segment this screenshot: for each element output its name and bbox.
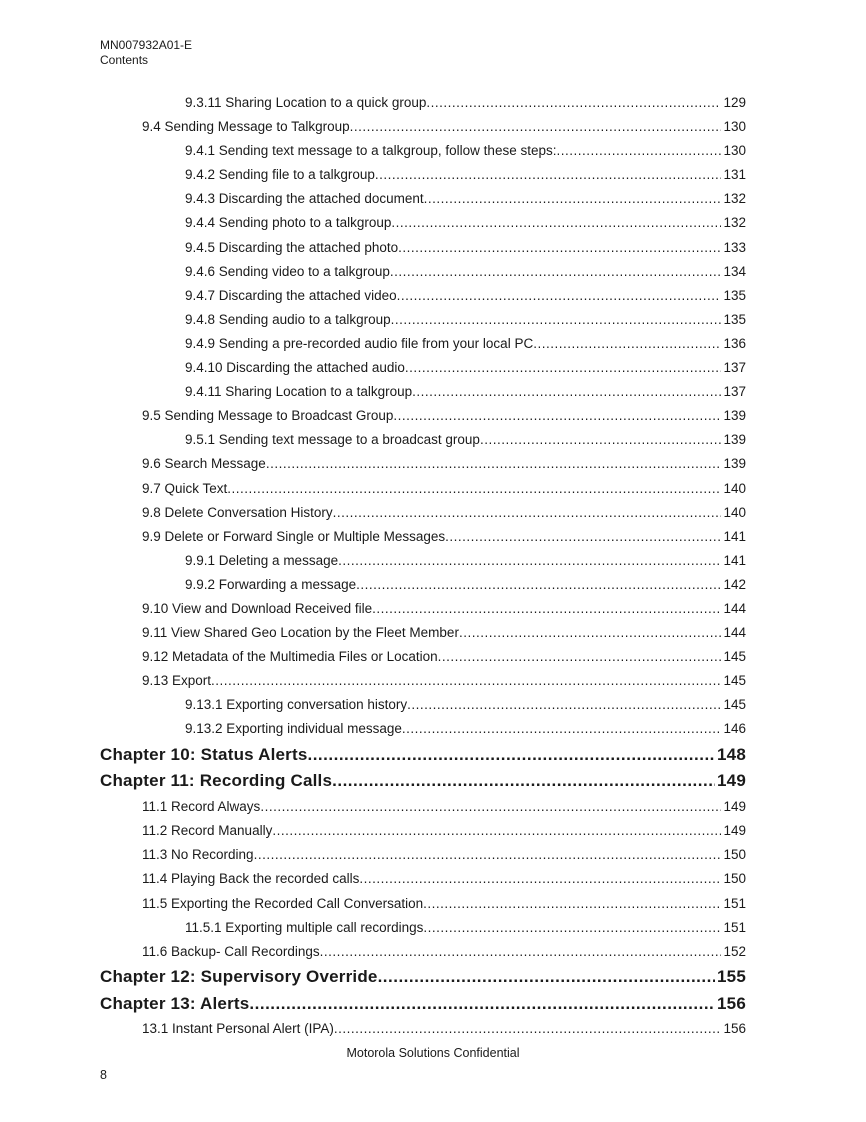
page-header xyxy=(100,38,192,68)
toc-entry[interactable] xyxy=(100,525,746,549)
dot-leader xyxy=(378,964,715,991)
dot-leader xyxy=(459,621,722,645)
toc-entry-page-number: 131 xyxy=(723,167,746,183)
dot-leader xyxy=(391,308,722,332)
dot-leader xyxy=(402,717,722,741)
toc-entry-page-number: 140 xyxy=(723,480,746,496)
toc-entry-page-number: 137 xyxy=(723,360,746,376)
dot-leader xyxy=(556,139,721,163)
toc-entry[interactable] xyxy=(100,819,746,843)
toc-entry-title: 11.5.1 Exporting multiple call recordings xyxy=(185,919,424,935)
dot-leader xyxy=(338,549,721,573)
dot-leader xyxy=(438,645,722,669)
toc-entry-title: 11.3 No Recording xyxy=(142,847,254,863)
toc-entry-page-number: 134 xyxy=(723,263,746,279)
table-of-contents xyxy=(100,91,746,1041)
toc-chapter-entry[interactable] xyxy=(100,964,746,991)
toc-entry-page-number: 156 xyxy=(717,993,746,1013)
toc-entry-page-number: 156 xyxy=(723,1021,746,1037)
toc-entry[interactable] xyxy=(100,916,746,940)
dot-leader xyxy=(423,892,721,916)
toc-entry-page-number: 151 xyxy=(723,895,746,911)
toc-entry[interactable] xyxy=(100,549,746,573)
toc-entry-title: 9.5.1 Sending text message to a broadcast group xyxy=(185,432,480,448)
dot-leader xyxy=(390,260,722,284)
toc-entry[interactable] xyxy=(100,332,746,356)
toc-entry-title: 9.7 Quick Text xyxy=(142,480,228,496)
toc-entry[interactable] xyxy=(100,115,746,139)
toc-entry-page-number: 149 xyxy=(717,771,746,791)
toc-entry[interactable] xyxy=(100,693,746,717)
dot-leader xyxy=(266,452,722,476)
toc-entry-page-number: 144 xyxy=(723,625,746,641)
toc-entry[interactable] xyxy=(100,717,746,741)
toc-entry-title: 9.13.1 Exporting conversation history xyxy=(185,697,408,713)
toc-entry-page-number: 151 xyxy=(723,919,746,935)
toc-entry[interactable] xyxy=(100,428,746,452)
toc-entry-title: Chapter 13: Alerts xyxy=(100,993,250,1013)
toc-entry[interactable] xyxy=(100,163,746,187)
toc-entry-title: 9.4.5 Discarding the attached photo xyxy=(185,239,399,255)
toc-entry-page-number: 146 xyxy=(723,721,746,737)
toc-entry-page-number: 145 xyxy=(723,673,746,689)
toc-entry[interactable] xyxy=(100,380,746,404)
toc-entry[interactable] xyxy=(100,308,746,332)
toc-entry-title: 11.6 Backup- Call Recordings xyxy=(142,943,320,959)
toc-chapter-entry[interactable] xyxy=(100,742,746,769)
toc-entry[interactable] xyxy=(100,452,746,476)
dot-leader xyxy=(260,795,721,819)
dot-leader xyxy=(359,867,721,891)
toc-entry-title: 9.6 Search Message xyxy=(142,456,266,472)
toc-entry[interactable] xyxy=(100,187,746,211)
toc-entry-page-number: 135 xyxy=(723,311,746,327)
dot-leader xyxy=(350,115,722,139)
toc-entry-page-number: 148 xyxy=(717,744,746,764)
toc-entry[interactable] xyxy=(100,892,746,916)
toc-entry[interactable] xyxy=(100,236,746,260)
toc-entry-page-number: 152 xyxy=(723,943,746,959)
toc-entry[interactable] xyxy=(100,621,746,645)
section-label: Contents xyxy=(100,53,149,67)
toc-entry-title: Chapter 12: Supervisory Override xyxy=(100,966,378,986)
confidential-footer: Motorola Solutions Confidential xyxy=(346,1046,520,1060)
dot-leader xyxy=(372,597,721,621)
toc-entry-page-number: 144 xyxy=(723,600,746,616)
dot-leader xyxy=(332,768,715,795)
toc-entry-page-number: 150 xyxy=(723,871,746,887)
toc-entry[interactable] xyxy=(100,669,746,693)
dot-leader xyxy=(405,356,722,380)
dot-leader xyxy=(254,843,722,867)
dot-leader xyxy=(227,477,721,501)
toc-entry-title: 11.4 Playing Back the recorded calls xyxy=(142,871,360,887)
toc-chapter-entry[interactable] xyxy=(100,768,746,795)
toc-entry-title: 13.1 Instant Personal Alert (IPA) xyxy=(142,1021,334,1037)
toc-entry-title: 9.9 Delete or Forward Single or Multiple Messages xyxy=(142,528,446,544)
toc-entry-page-number: 133 xyxy=(723,239,746,255)
toc-entry[interactable] xyxy=(100,139,746,163)
toc-entry-title: 9.13.2 Exporting individual message xyxy=(185,721,402,737)
toc-entry[interactable] xyxy=(100,404,746,428)
toc-entry-title: 9.4.7 Discarding the attached video xyxy=(185,287,397,303)
toc-entry-title: Chapter 11: Recording Calls xyxy=(100,771,333,791)
toc-entry[interactable] xyxy=(100,645,746,669)
dot-leader xyxy=(320,940,722,964)
toc-entry[interactable] xyxy=(100,477,746,501)
toc-entry-page-number: 142 xyxy=(723,576,746,592)
toc-entry-title: 11.2 Record Manually xyxy=(142,823,273,839)
toc-entry[interactable] xyxy=(100,795,746,819)
toc-entry-title: 9.4.6 Sending video to a talkgroup xyxy=(185,263,390,279)
toc-entry-page-number: 130 xyxy=(723,143,746,159)
document-id: MN007932A01-E xyxy=(100,38,193,52)
dot-leader xyxy=(334,1017,722,1041)
dot-leader xyxy=(307,742,715,769)
toc-entry-title: 9.10 View and Download Received file xyxy=(142,600,373,616)
dot-leader xyxy=(393,404,721,428)
toc-entry-title: 11.1 Record Always xyxy=(142,799,261,815)
dot-leader xyxy=(426,91,721,115)
dot-leader xyxy=(480,428,722,452)
toc-entry-title: 9.12 Metadata of the Multimedia Files or Location xyxy=(142,649,438,665)
toc-entry-page-number: 145 xyxy=(723,649,746,665)
dot-leader xyxy=(211,669,721,693)
toc-entry[interactable] xyxy=(100,843,746,867)
toc-chapter-entry[interactable] xyxy=(100,991,746,1018)
toc-entry[interactable] xyxy=(100,501,746,525)
toc-entry-page-number: 140 xyxy=(723,504,746,520)
toc-entry-title: 9.13 Export xyxy=(142,673,212,689)
toc-entry-page-number: 139 xyxy=(723,456,746,472)
toc-entry-title: 9.4 Sending Message to Talkgroup xyxy=(142,119,350,135)
toc-entry-title: 9.3.11 Sharing Location to a quick group xyxy=(185,95,427,110)
toc-entry-page-number: 132 xyxy=(723,215,746,231)
toc-entry-page-number: 130 xyxy=(723,119,746,135)
toc-entry-title: 9.4.11 Sharing Location to a talkgroup xyxy=(185,384,413,400)
toc-entry-title: Chapter 10: Status Alerts xyxy=(100,744,308,764)
toc-entry-title: 9.4.8 Sending audio to a talkgroup xyxy=(185,311,391,327)
toc-entry-title: 9.4.1 Sending text message to a talkgroup, follow these steps: xyxy=(185,143,557,159)
toc-entry-page-number: 139 xyxy=(723,408,746,424)
page-number: 8 xyxy=(100,1068,107,1082)
toc-entry[interactable] xyxy=(100,356,746,380)
toc-entry-page-number: 155 xyxy=(717,966,746,986)
dot-leader xyxy=(272,819,721,843)
toc-entry-page-number: 136 xyxy=(723,335,746,351)
toc-entry-page-number: 150 xyxy=(723,847,746,863)
toc-entry-title: 9.4.9 Sending a pre-recorded audio file from your local PC xyxy=(185,335,534,351)
toc-entry[interactable] xyxy=(100,1017,746,1041)
toc-entry[interactable] xyxy=(100,211,746,235)
toc-entry-title: 9.4.3 Discarding the attached document xyxy=(185,191,424,207)
dot-leader xyxy=(375,163,722,187)
toc-entry-title: 9.9.2 Forwarding a message xyxy=(185,576,357,592)
toc-entry-title: 9.4.4 Sending photo to a talkgroup xyxy=(185,215,392,231)
toc-entry[interactable] xyxy=(100,91,746,115)
toc-entry[interactable] xyxy=(100,573,746,597)
toc-entry[interactable] xyxy=(100,867,746,891)
toc-entry-page-number: 132 xyxy=(723,191,746,207)
toc-entry-page-number: 137 xyxy=(723,384,746,400)
dot-leader xyxy=(445,525,721,549)
dot-leader xyxy=(391,211,721,235)
toc-entry-page-number: 141 xyxy=(723,528,746,544)
toc-entry-title: 9.5 Sending Message to Broadcast Group xyxy=(142,408,394,424)
toc-entry-title: 9.4.10 Discarding the attached audio xyxy=(185,360,405,376)
dot-leader xyxy=(356,573,721,597)
toc-entry[interactable] xyxy=(100,284,746,308)
toc-entry[interactable] xyxy=(100,597,746,621)
dot-leader xyxy=(423,916,721,940)
toc-entry[interactable] xyxy=(100,260,746,284)
toc-entry[interactable] xyxy=(100,940,746,964)
toc-entry-page-number: 149 xyxy=(723,799,746,815)
toc-entry-page-number: 129 xyxy=(723,95,746,110)
toc-entry-title: 9.11 View Shared Geo Location by the Fleet Member xyxy=(142,625,459,641)
toc-entry-page-number: 135 xyxy=(723,287,746,303)
dot-leader xyxy=(249,991,715,1018)
dot-leader xyxy=(398,236,721,260)
dot-leader xyxy=(424,187,722,211)
dot-leader xyxy=(412,380,721,404)
toc-entry-page-number: 139 xyxy=(723,432,746,448)
dot-leader xyxy=(333,501,722,525)
toc-entry-page-number: 145 xyxy=(723,697,746,713)
toc-entry-page-number: 149 xyxy=(723,823,746,839)
dot-leader xyxy=(533,332,721,356)
dot-leader xyxy=(407,693,721,717)
toc-entry-title: 9.9.1 Deleting a message xyxy=(185,552,339,568)
toc-entry-title: 9.4.2 Sending file to a talkgroup xyxy=(185,167,375,183)
dot-leader xyxy=(397,284,722,308)
toc-entry-title: 9.8 Delete Conversation History xyxy=(142,504,333,520)
toc-entry-page-number: 141 xyxy=(723,552,746,568)
toc-entry-title: 11.5 Exporting the Recorded Call Conversation xyxy=(142,895,424,911)
